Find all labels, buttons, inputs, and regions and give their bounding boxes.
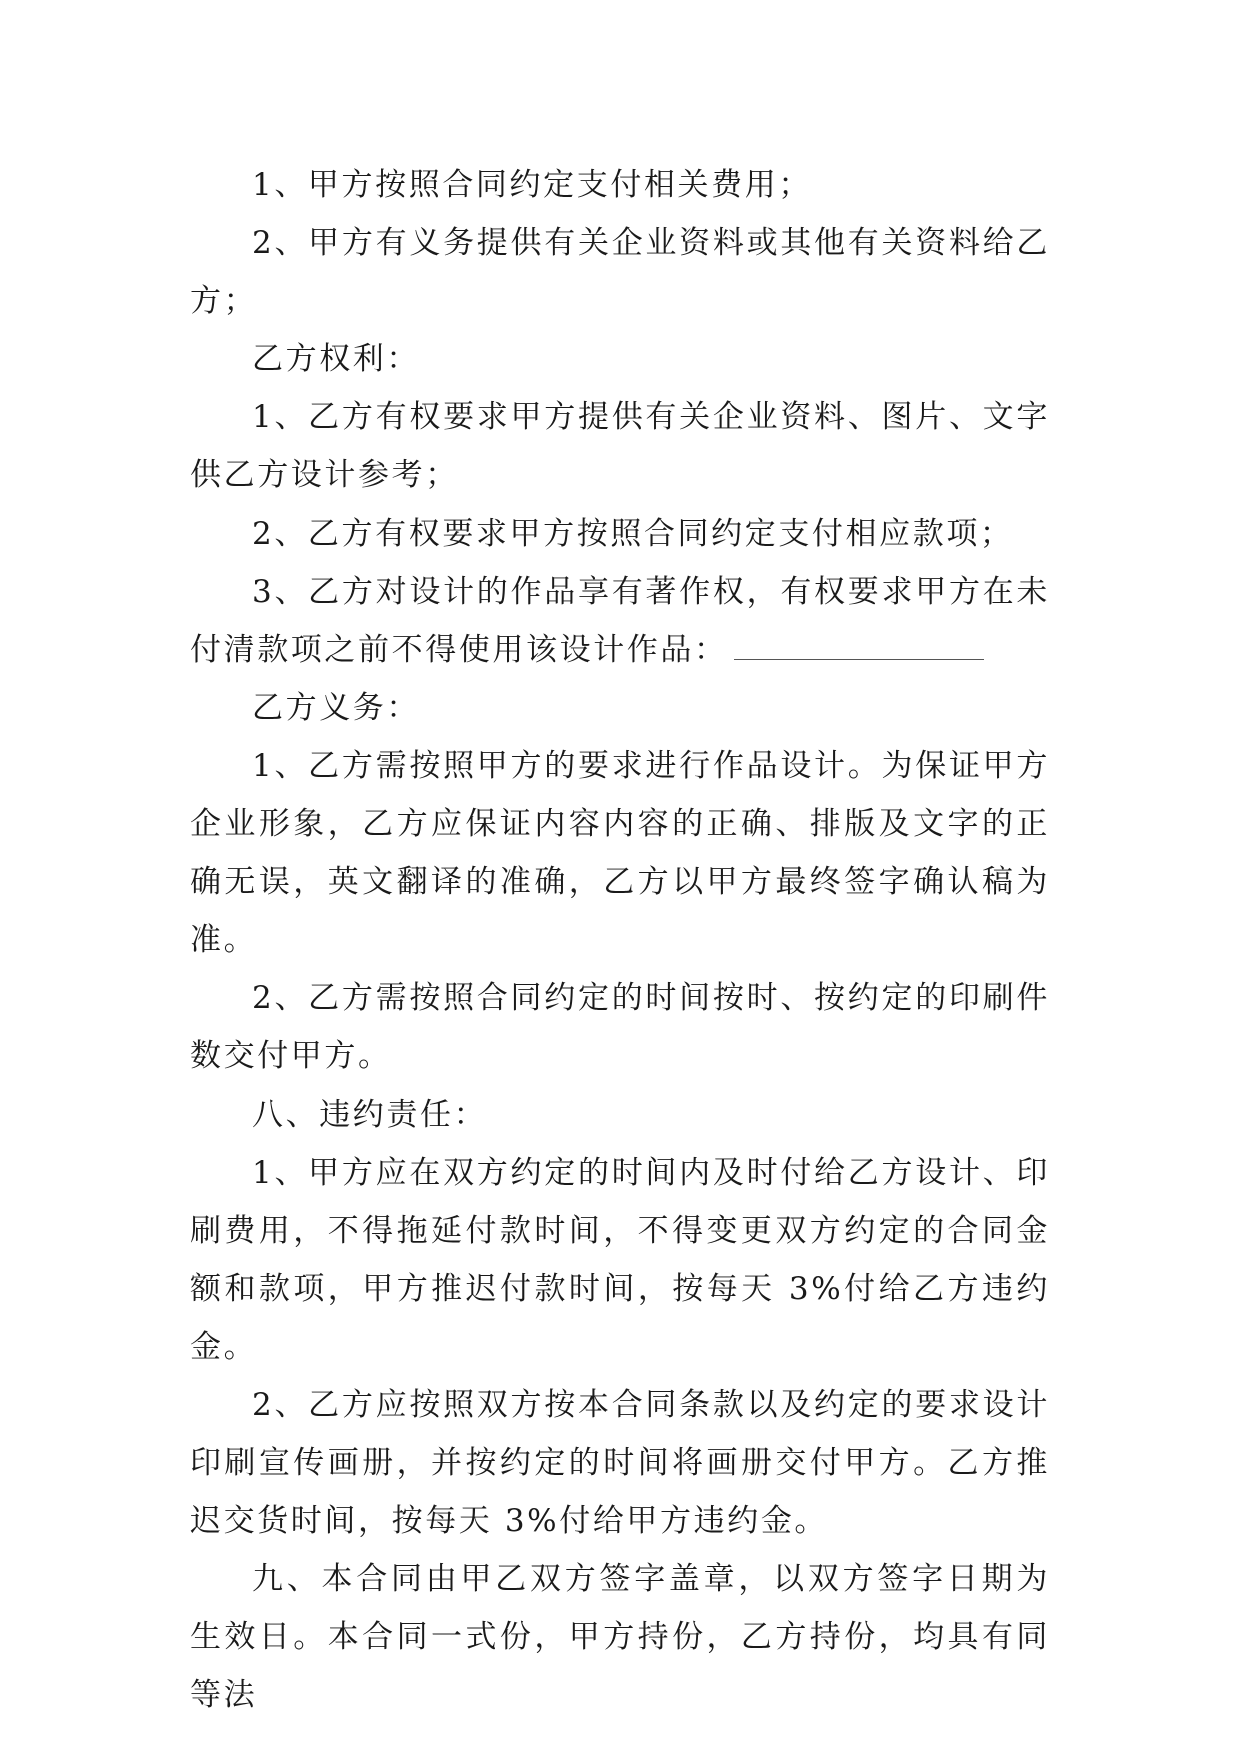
paragraph-breach-party-a: 1、甲方应在双方约定的时间内及时付给乙方设计、印刷费用，不得拖延付款时间，不得变更双方约定的合同金额和款项，甲方推迟付款时间，按每天 3%付给乙方违约金。 xyxy=(190,1154,1050,1365)
paragraph-party-b-right-3 xyxy=(190,563,1050,679)
heading-party-b-rights: 乙方权利： xyxy=(252,341,420,378)
paragraph-party-a-payment: 1、甲方按照合同约定支付相关费用； xyxy=(252,167,812,203)
paragraph-party-a-provide-materials: 2、甲方有义务提供有关企业资料或其他有关资料给乙方； xyxy=(190,225,1050,320)
fill-in-blank-line xyxy=(734,629,984,660)
document-body xyxy=(190,156,1050,1725)
heading-party-b-obligations: 乙方义务： xyxy=(252,689,420,726)
paragraph-party-b-obligation-1: 1、乙方需按照甲方的要求进行作品设计。为保证甲方企业形象，乙方应保证内容内容的正确、排版及文字的正确无误，英文翻译的准确，乙方以甲方最终签字确认稿为准。 xyxy=(190,747,1050,959)
paragraph-party-b-right-3-text: 3、乙方对设计的作品享有著作权，有权要求甲方在未付清款项之前不得使用该设计作品： xyxy=(190,573,1050,668)
paragraph-party-b-obligation-2: 2、乙方需按照合同约定的时间按时、按约定的印刷件数交付甲方。 xyxy=(190,980,1050,1075)
paragraph-party-b-right-2: 2、乙方有权要求甲方按照合同约定支付相应款项； xyxy=(252,515,1014,552)
paragraph-breach-party-b: 2、乙方应按照双方按本合同条款以及约定的要求设计印刷宣传画册，并按约定的时间将画册交付甲方。乙方推迟交货时间，按每天 3%付给甲方违约金。 xyxy=(190,1386,1050,1540)
heading-breach-liability: 八、违约责任： xyxy=(252,1096,488,1133)
paragraph-party-b-right-1: 1、乙方有权要求甲方提供有关企业资料、图片、文字供乙方设计参考； xyxy=(190,399,1050,494)
paragraph-contract-effective: 九、本合同由甲乙双方签字盖章，以双方签字日期为生效日。本合同一式份，甲方持份，乙方持份，均具有同等法 xyxy=(190,1561,1050,1714)
